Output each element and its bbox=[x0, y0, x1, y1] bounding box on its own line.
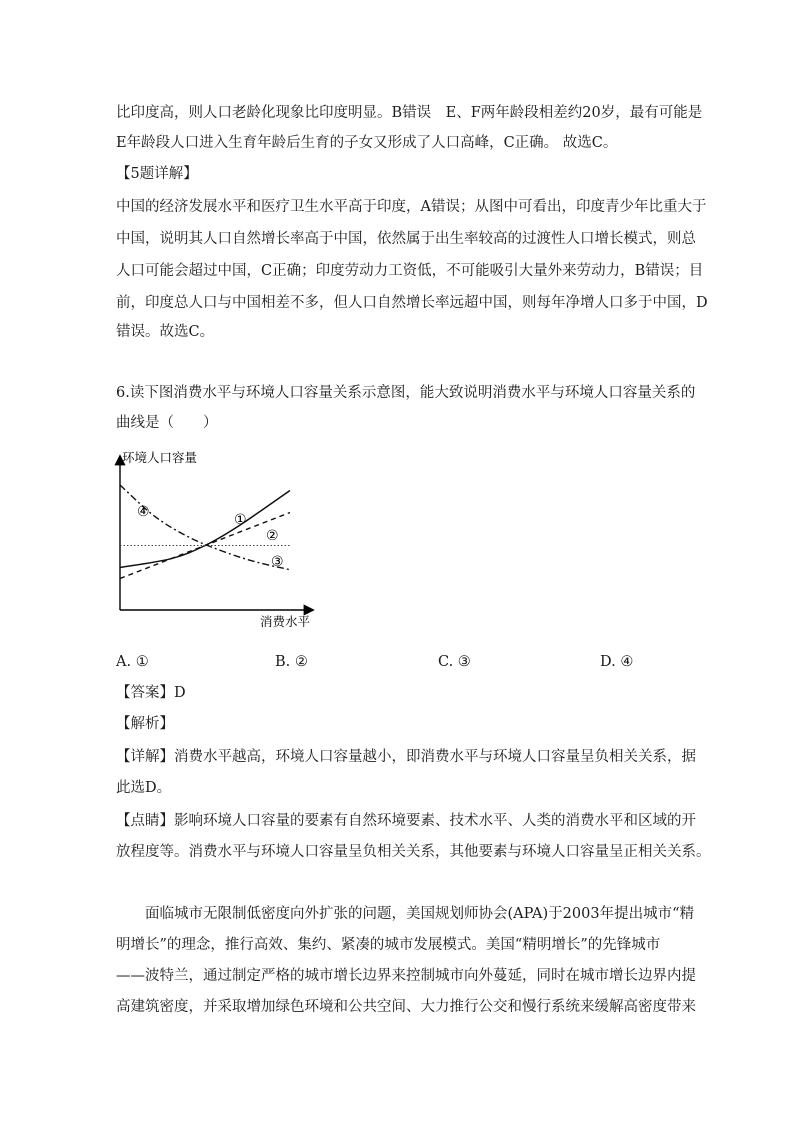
answer-label: 【答案】D bbox=[116, 685, 186, 701]
option-a: A. ① bbox=[116, 654, 149, 670]
option-d: D. ④ bbox=[600, 654, 634, 670]
passage-text: 高建筑密度，并采取增加绿色环境和公共空间、大力推行公交和慢行系统来缓解高密度带来 bbox=[116, 999, 696, 1015]
y-axis-label: 环境人口容量 bbox=[122, 450, 198, 465]
series-4-label: ④ bbox=[137, 504, 150, 520]
x-axis-label: 消费水平 bbox=[260, 614, 311, 629]
commentary-text: 放程度等。消费水平与环境人口容量呈负相关关系，其他要素与环境人口容量呈正相关关系。 bbox=[116, 844, 711, 860]
consumption-capacity-chart bbox=[100, 445, 330, 645]
detail-text: 【详解】消费水平越高，环境人口容量越小，即消费水平与环境人口容量呈负相关关系，据 bbox=[116, 749, 696, 765]
series-1-curve bbox=[120, 491, 290, 568]
passage-text: ——波特兰，通过制定严格的城市增长边界来控制城市向外蔓延，同时在城市增长边界内提 bbox=[116, 968, 696, 984]
text-line: 中国，说明其人口自然增长率高于中国，依然属于出生率较高的过渡性人口增长模式，则总 bbox=[116, 231, 696, 247]
text-line: 前，印度总人口与中国相差不多，但人口自然增长率远超中国，则每年净增人口多于中国，D bbox=[116, 295, 708, 311]
text-line: 中国的经济发展水平和医疗卫生水平高于印度，A错误；从图中可看出，印度青少年比重大于 bbox=[116, 199, 707, 215]
series-3-label: ③ bbox=[271, 554, 284, 570]
commentary-text: 【点睛】影响环境人口容量的要素有自然环境要素、技术水平、人类的消费水平和区域的开 bbox=[116, 813, 696, 829]
series-4-curve bbox=[120, 485, 290, 570]
passage-text: 面临城市无限制低密度向外扩张的问题，美国规划师协会(APA)于2003年提出城市“精 bbox=[116, 906, 694, 922]
text-line: 比印度高，则人口老龄化现象比印度明显。B错误 E、F两年龄段相差约20岁，最有可能是 bbox=[116, 105, 703, 121]
option-b: B. ② bbox=[275, 654, 308, 670]
text-line: 人口可能会超过中国，C正确；印度劳动力工资低，不可能吸引大量外来劳动力，B错误；目 bbox=[116, 263, 704, 279]
series-2-label: ② bbox=[266, 528, 279, 544]
detail-text: 此选D。 bbox=[116, 780, 172, 796]
analysis-label: 【解析】 bbox=[116, 716, 174, 732]
passage-text: 明增长”的理念，推行高效、集约、紧凑的城市发展模式。美国“精明增长”的先锋城市 bbox=[116, 937, 661, 953]
question-text: 6.读下图消费水平与环境人口容量关系示意图，能大致说明消费水平与环境人口容量关系的 bbox=[116, 385, 696, 401]
section-heading: 【5题详解】 bbox=[116, 166, 198, 182]
question-text: 曲线是（ ） bbox=[116, 415, 218, 431]
text-line: 错误。故选C。 bbox=[116, 324, 215, 340]
option-c: C. ③ bbox=[438, 654, 471, 670]
text-line: E年龄段人口进入生育年龄后生育的子女又形成了人口高峰，C正确。 故选C。 bbox=[116, 135, 618, 151]
series-1-label: ① bbox=[234, 512, 247, 528]
